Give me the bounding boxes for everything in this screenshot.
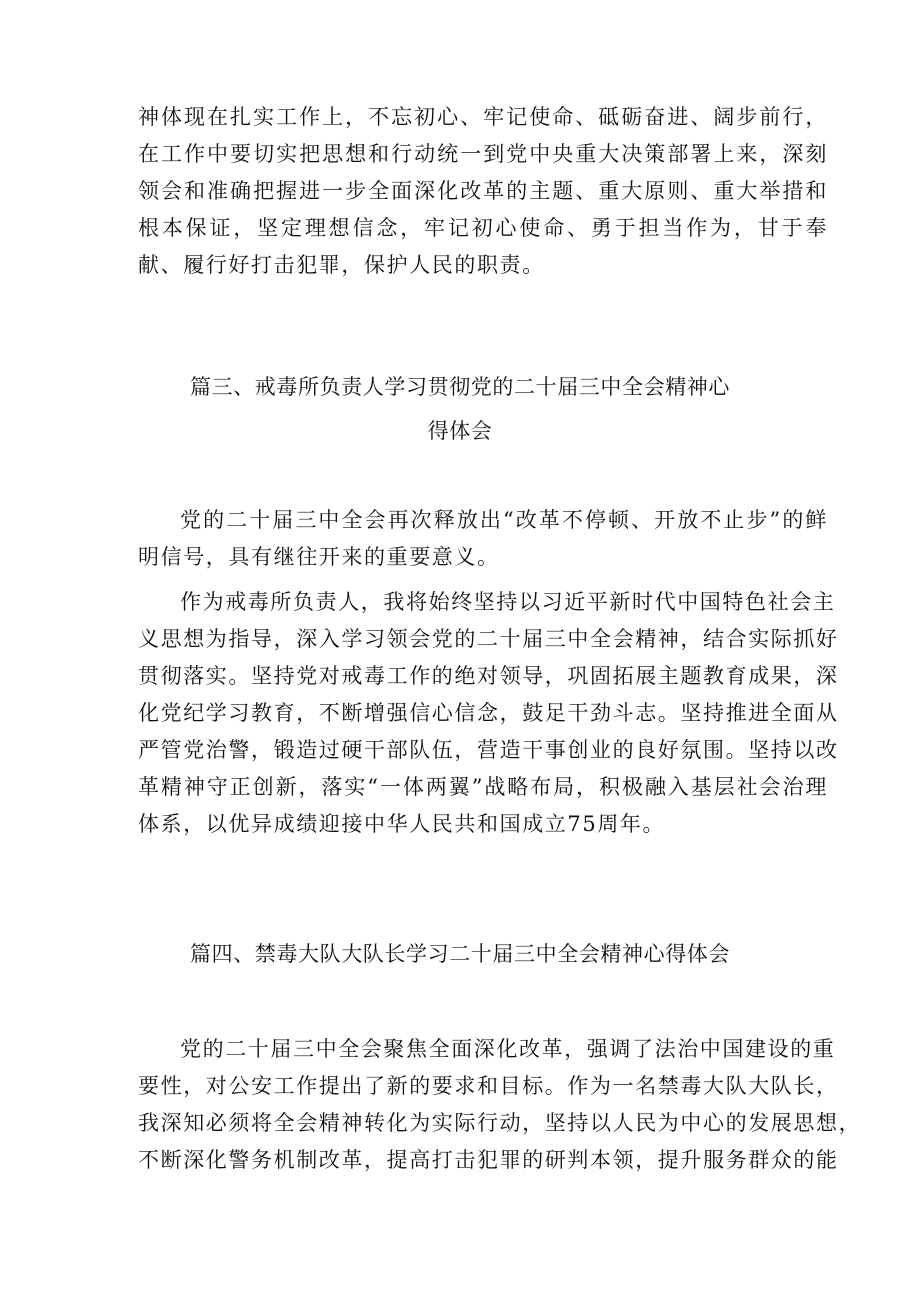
section3-title-line1: 篇三、戒毒所负责人学习贯彻党的二十届三中全会精神心 bbox=[190, 375, 730, 399]
text-line: 明信号，具有继往开来的重要意义。 bbox=[138, 545, 500, 569]
text-line: 不断深化警务机制改革，提高打击犯罪的研判本领，提升服务群众的能 bbox=[138, 1148, 839, 1172]
text-line: 化党纪学习教育，不断增强信心信念，鼓足干劲斗志。坚持推进全面从 bbox=[138, 701, 839, 725]
text-line: 严管党治警，锻造过硬干部队伍，营造干事创业的良好氛围。坚持以改 bbox=[138, 738, 839, 762]
text-line: 义思想为指导，深入学习领会党的二十届三中全会精神，结合实际抓好 bbox=[138, 627, 839, 651]
text-line: 在工作中要切实把思想和行动统一到党中央重大决策部署上来，深刻 bbox=[138, 142, 828, 166]
text-line: 党的二十届三中全会再次释放出“改革不停顿、开放不止步”的鲜 bbox=[180, 508, 828, 532]
text-line: 献、履行好打击犯罪，保护人民的职责。 bbox=[138, 253, 545, 277]
section3-paragraph-1 bbox=[138, 502, 828, 576]
text-line: 党的二十届三中全会聚焦全面深化改革，强调了法治中国建设的重 bbox=[180, 1037, 836, 1061]
text-line: 革精神守正创新，落实“一体两翼”战略布局，积极融入基层社会治理 bbox=[138, 775, 828, 799]
text-line: 作为戒毒所负责人，我将始终坚持以习近平新时代中国特色社会主 bbox=[180, 590, 836, 614]
section3-paragraph-2 bbox=[138, 584, 839, 843]
section4-paragraph-1 bbox=[138, 1031, 862, 1179]
text-line: 要性，对公安工作提出了新的要求和目标。作为一名禁毒大队大队长， bbox=[138, 1074, 839, 1098]
continuation-paragraph bbox=[138, 99, 828, 284]
text-line: 体系，以优异成绩迎接中华人民共和国成立75周年。 bbox=[138, 812, 666, 836]
text-line: 神体现在扎实工作上，不忘初心、牢记使命、砥砺奋进、阔步前行， bbox=[138, 105, 828, 129]
section4-title: 篇四、禁毒大队大队长学习二十届三中全会精神心得体会 bbox=[190, 942, 730, 966]
text-line: 我深知必须将全会精神转化为实际行动，坚持以人民为中心的发展思想， bbox=[138, 1111, 862, 1135]
section3-title-line2: 得体会 bbox=[427, 419, 493, 443]
text-line: 领会和准确把握进一步全面深化改革的主题、重大原则、重大举措和 bbox=[138, 179, 828, 203]
text-line: 根本保证，坚定理想信念，牢记初心使命、勇于担当作为，甘于奉 bbox=[138, 216, 828, 240]
text-line: 贯彻落实。坚持党对戒毒工作的绝对领导，巩固拓展主题教育成果，深 bbox=[138, 664, 839, 688]
